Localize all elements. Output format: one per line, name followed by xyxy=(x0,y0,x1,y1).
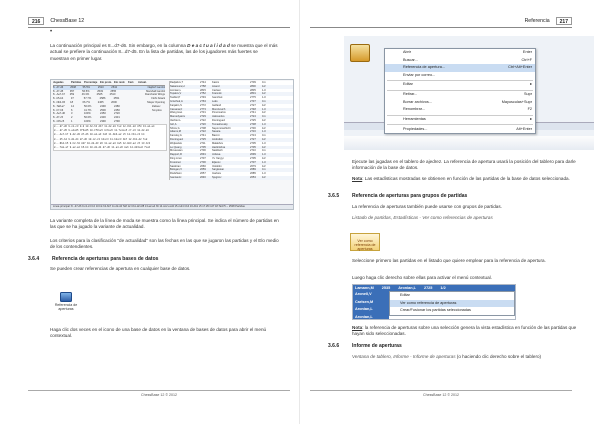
view-as-opening-reference-label: Ver como referencia de aperturas xyxy=(354,239,376,252)
menu-item[interactable]: Enviar por correo... xyxy=(403,72,436,77)
stats-line-name: Flohr Attack xyxy=(151,97,165,101)
left-para2: La variante completa de la línea de moda se muestra como la línea principal. Se indica el número de partidas en las que se ha jugado la variante de actualidad. xyxy=(50,218,279,230)
right-footer: ChessBase 12 © 2012 xyxy=(422,393,459,397)
game-row[interactable]: Karjakin,S 2772 Gelfand 2727 1/2 xyxy=(170,103,266,107)
right-running-title: Referencia xyxy=(524,18,550,24)
menu-item[interactable]: Abrir Enter xyxy=(403,50,532,54)
left-para4: Se pueden crear referencias de apertura en cualquier base de datos. xyxy=(50,266,191,271)
menu-item[interactable]: Editar ▸ xyxy=(403,82,532,87)
stats-table xyxy=(53,81,165,124)
right-para6: Ventana de tablero, Informe - Informe de aperturas (o haciendo clic derecho sobre el tablero) xyxy=(352,354,542,359)
stats-header-cell[interactable]: Fact. xyxy=(128,81,135,84)
view-as-opening-reference-button[interactable] xyxy=(350,233,380,251)
game-row[interactable]: Wojtaszek 2711 Malakhov 2705 1-0 xyxy=(170,141,266,145)
database-icon xyxy=(350,44,370,62)
notation-panel xyxy=(53,124,167,151)
game-list-header: Lamann,M 2535 Aronian,L 2725 1/2 xyxy=(353,285,516,291)
status-bar: Linea principal: 8...d7-d6 9.c2-c3 0-0 10.h2-h3 Ab7 11.d2-d4 Te8 12.Cb1-d2 Af8 13.a2-a4 h6 14.Ac2 exd4 15.cxd4 Cb4 16.Ab1 c5 17.d5 Cd7 18.Ta3 f5 -- 2508 Partidas xyxy=(51,204,294,209)
stats-row[interactable]: 8...Ae7-b7 259 46.3% 2525 2510 Fianchetto Wings xyxy=(53,93,165,97)
menu-item[interactable]: Retirar... Supr xyxy=(403,92,532,97)
game-list-context-menu[interactable] xyxy=(389,291,515,316)
game-row[interactable]: Fressinet 2700 Eljanov 2707 1-0 xyxy=(170,161,293,165)
stats-line-name: Smyslov xyxy=(152,108,162,112)
left-footer: ChessBase 12 © 2012 xyxy=(140,393,177,397)
right-nota2: Nota: la referencia de aperturas sobre una selección genera la vista estadística en función de las partidas que hayan sido seleccionadas. xyxy=(352,325,577,337)
stats-row[interactable]: 8...d7-d6 2508 55.5% 2510 2542 Najdorf Gambit xyxy=(53,85,165,89)
game-row[interactable]: Rodshtein 2657 Inarkiev 2685 1-0 xyxy=(170,172,266,176)
notation-line[interactable]: 8...Ta8-a7 9.a2-a4 b5-b4 10.d2-d4 d7-d6 11.a4-a5 Ae6 12.Ab3xe6 fxe6 xyxy=(54,146,151,150)
game-row[interactable]: Sasikiran 2666 Volokitin 2679 1/2 xyxy=(170,164,266,168)
ctx-menu-item[interactable]: Editar xyxy=(400,293,410,297)
game-row[interactable]: Adams,M 2722 Navara 2716 1-0 xyxy=(170,130,293,134)
stats-header-cell[interactable]: Jugadas xyxy=(53,81,64,84)
right-para2: La referencia de aperturas también puede usarse con grupos de partidas. xyxy=(352,204,502,209)
right-para4: Seleccione primero las partidas en el listado que quiere emplear para la referencia de apertura. xyxy=(352,258,546,263)
left-para5: Haga clic dos veces en el icono de una base de datos en la ventana de bases de datos para abrir el menú contextual. xyxy=(50,327,267,339)
stats-line-name: Mayer Opening xyxy=(147,100,165,104)
game-row[interactable]: Aronian,L 2815 Carlsen 2835 1-0 xyxy=(170,88,266,92)
right-nota1: Nota: Las estadísticas mostradas se obtienen en función de las partidas de la base de datos seleccionada. xyxy=(352,176,570,181)
menu-item[interactable]: Herramientas ▸ xyxy=(403,117,532,122)
stats-header-cell[interactable]: Porcentaje xyxy=(84,81,98,84)
stats-row[interactable]: 8...Ta8-a7 14 50.0% 2490 2480 Zaitsev xyxy=(53,104,161,108)
opening-reference-screenshot xyxy=(50,79,294,210)
left-para1: La continuación principal es 8...d7-d6. Sin embargo, en la columna D e a c t u a l i d a d se muestra que el más actual se prefiere la continuación 8...d7-d5. En la lista de partidas, las de los jugadores más fuertes se muestran en primer lugar. xyxy=(50,43,278,61)
game-row[interactable]: Topalov,V 2752 Kramnik 2801 1/2 xyxy=(170,92,293,96)
games-list xyxy=(169,81,293,180)
stats-line-name: Marshall Gambit xyxy=(146,89,165,93)
game-row[interactable]: Kamsky,G 2741 Bacrot 2713 0-1 xyxy=(170,134,266,138)
game-row[interactable]: Svidler,P 2749 Ivanchuk 2775 1-0 xyxy=(170,96,266,100)
game-row[interactable]: Ding Liren 2707 Yu Yangyi 2705 1/2 xyxy=(170,156,266,160)
stats-row[interactable]: 8...Nb4-b5 18 66.7% 2465 2600 Mayer Opening xyxy=(53,100,165,104)
right-para3: Listado de partidas, Estadísticas - Ver como referencias de aperturas xyxy=(352,215,493,220)
game-row[interactable]: Rapport,R 2691 Jobava 2699 1-0 xyxy=(170,153,293,157)
game-row[interactable]: Bologan,V 2659 Sargissian 2689 0-1 xyxy=(170,168,293,172)
context-menu-screenshot xyxy=(344,36,594,150)
stats-row[interactable]: 8...b5-b4 37 57.7% 2586 2551 Flohr Attack xyxy=(53,97,165,101)
game-row[interactable]: Le Quang 2705 Harikrishna 2705 1/2 xyxy=(170,146,293,150)
opening-reference-button[interactable] xyxy=(52,292,80,316)
game-row[interactable]: Mamedyarov 2729 Jakovenko 2724 0-1 xyxy=(170,115,293,119)
ctx-game-row[interactable]: Aronell,V xyxy=(353,291,389,299)
stats-line-name: Zaitsev xyxy=(152,104,161,108)
db-window-strip-2 xyxy=(344,136,594,150)
right-para5: Luego haga clic derecho sobre ellas para activar el menú contextual. xyxy=(352,275,492,280)
opening-reference-button-label: Referencia de aperturas xyxy=(54,303,78,312)
stats-row[interactable]: 8...h7-h6 6 41.7% 2500 2450 Smyslov xyxy=(53,108,162,112)
ctx-menu-item[interactable]: Crear/Fusionar los partidas seleccionadas xyxy=(400,308,471,312)
game-row[interactable]: Vachier-L 2722 Dominguez 2725 1/2 xyxy=(170,118,266,122)
notation-line[interactable]: 8...Nb4-b5 9.h2-h3 Ab7 10.d2-d3 d6 11.a2-a3 Ca5 12.Ab3-a2 c5 13.Cc3 xyxy=(54,141,151,145)
stats-row[interactable]: 8...d7-c5 2 50.0% 2430 2431 xyxy=(53,116,120,120)
game-row[interactable]: Caruana,F 2773 Morozevich 2748 1-0 xyxy=(170,108,293,112)
notation-line[interactable]: 8...b5-b4 9.d2-d4 d7-d6 10.c2-c3 b4xc3 11.b2xc3 Ab7 12.Cb1-d2 Te8 xyxy=(54,137,148,141)
notation-line[interactable]: 8...d7-d6 9.c2-c3 0-0 10.h2-h3 Ab7 11.d2-d4 Te8 12.Cb1-d2 Af8 13.a2-a4 xyxy=(54,125,155,128)
menu-item[interactable]: Propiedades... Alt+Enter xyxy=(403,126,532,131)
stats-row[interactable]: 8...Cf6-c5 1 100% 2390 2790 xyxy=(53,119,120,123)
left-header-rule xyxy=(28,27,290,28)
section-3-6-4: 3.6.4 Referencia de aperturas para bases de datos xyxy=(28,256,159,262)
ctx-game-row[interactable]: Aronian,L xyxy=(353,306,389,314)
menu-item[interactable]: Renombrar... F2 xyxy=(403,107,532,112)
game-row[interactable]: Wang Hao 2731 Ponomariov 2741 1/2 xyxy=(170,111,266,115)
menu-item[interactable]: Borrar archivos... Mayusculas+Supr xyxy=(403,99,532,104)
stats-header-cell[interactable]: Elo rend. xyxy=(114,81,126,84)
game-list-rows xyxy=(353,291,389,320)
right-header xyxy=(525,16,572,26)
game-row[interactable]: Nakamura,H 2758 Anand 2800 1/2 xyxy=(170,85,293,89)
right-footer-rule xyxy=(310,390,572,391)
left-footer-rule xyxy=(28,390,290,391)
game-row[interactable]: Giri,A 2720 Tomashevsky 2738 1-0 xyxy=(170,123,293,127)
game-row[interactable]: Movsesian 2700 Naiditsch 2710 0-1 xyxy=(170,149,266,153)
stats-header-cell[interactable]: Partidas xyxy=(71,81,82,84)
left-page-number: 216 xyxy=(28,17,44,25)
right-para1: Ejecute las jugadas en el tablero de ajedrez. La referencia de apertura usará la posición del tablero para darle información de la base de datos. xyxy=(352,159,576,171)
stats-header-cell[interactable]: Elo prom. xyxy=(100,81,112,84)
section-3-6-5: 3.6.5 Referencia de aperturas para grupos de partidas xyxy=(328,193,468,199)
opening-reference-icon xyxy=(60,292,72,302)
right-header-rule xyxy=(310,27,572,28)
left-header xyxy=(28,16,84,26)
stats-line-name: Fianchetto Wings xyxy=(144,93,165,97)
column-name: D e a c t u a l i d a d xyxy=(187,43,230,48)
notation-line[interactable]: 8...d7-d5 9.e4xd5 Cf6xd5 10.Cf3xe5 Cc6xe5 11.Te1xe5 c7-c6 12.d2-d4 xyxy=(54,129,149,133)
stats-line-name: Najdorf Gambit xyxy=(147,85,165,89)
game-row[interactable]: Dominguez 2725 Andreikin 2727 1/2 xyxy=(170,138,293,142)
game-row[interactable]: Ivanisevic 2646 Sjugirov 2653 1/2 xyxy=(170,176,293,180)
stats-row[interactable]: 8...d7-d5 957 56.5% 2533 2555 Marshall Gambit xyxy=(53,89,165,93)
right-page xyxy=(300,0,600,424)
game-list-context-screenshot xyxy=(352,284,516,320)
right-page-number: 217 xyxy=(556,17,572,25)
menu-item[interactable]: Buscar... Ctrl+F xyxy=(403,57,532,62)
notation-line[interactable]: 8...Ae7-b7 9.d2-d3 d7-d6 10.a2-a3 Ca5 11.Ab3-a2 c5 12.Cb1-c3 b4 xyxy=(54,133,145,137)
stats-row[interactable]: 8...Ae7-d6 3 100% 2450 2720 xyxy=(53,112,120,116)
database-context-menu[interactable] xyxy=(384,48,536,134)
bullet: • xyxy=(50,29,53,35)
left-para3: Los criterios para la clasificación "de actualidad" son las fechas en las que se jugaron las partidas y el Elo medio de los contendientes. xyxy=(50,238,279,250)
ctx-game-row[interactable]: Carlsen,M xyxy=(353,299,389,307)
game-row[interactable]: Grischuk,A 2763 Leko 2737 0-1 xyxy=(170,100,293,104)
game-row[interactable]: Radjabov,T 2744 Kasim 2709 0-1 xyxy=(170,81,266,84)
stats-header-cell[interactable]: Actual. xyxy=(138,81,147,84)
ctx-game-row[interactable]: Aronian,L xyxy=(353,314,389,321)
left-running-title: ChessBase 12 xyxy=(50,18,85,24)
game-row[interactable]: Shirov,A 2708 Nepomniachtchi 2730 1/2 xyxy=(170,126,266,130)
ctx-menu-item[interactable]: Ver como referencia de aperturas xyxy=(390,300,514,308)
menu-item[interactable]: Referencia de apertura... Ctrl+Alt+Enter xyxy=(385,64,535,72)
section-3-6-6: 3.6.6 Informe de aperturas xyxy=(328,343,402,349)
